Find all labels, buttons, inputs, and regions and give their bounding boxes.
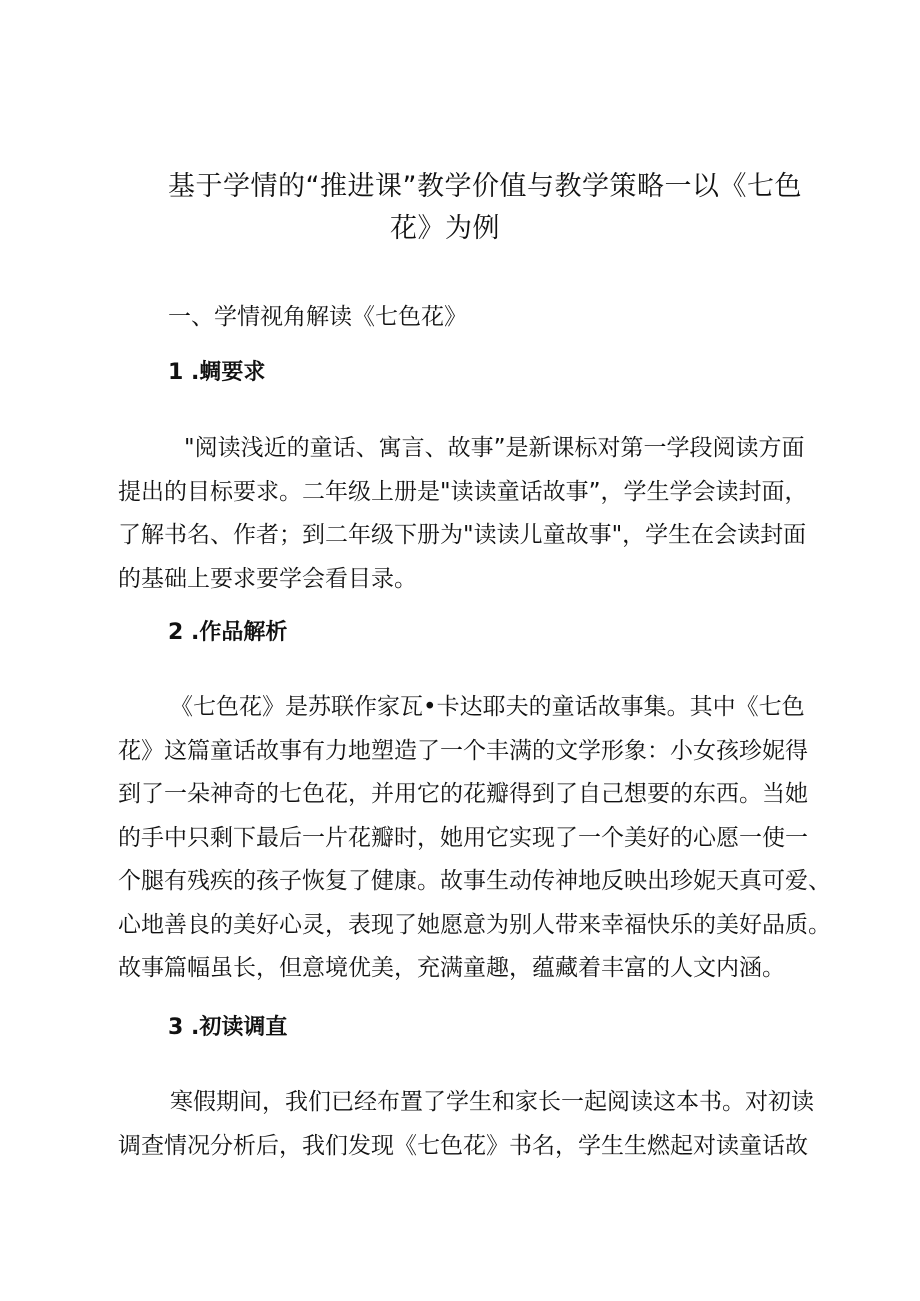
paragraph-line: 提出的目标要求。二年级上册是"读读童话故事”，学生学会读封面， [118, 478, 808, 505]
subheading-initial-survey: 3 .初读调直 [168, 1015, 288, 1040]
paragraph-line: 了解书名、作者；到二年级下册为"读读儿童故事"，学生在会读封面 [118, 522, 807, 548]
paragraph-line: 调查情况分析后，我们发现《七色花》书名，学生生燃起对读童话故 [118, 1132, 808, 1159]
paragraph-line: 到了一朵神奇的七色花，并用它的花瓣得到了自己想要的东西。当她 [118, 781, 808, 807]
paragraph-requirements [118, 427, 818, 601]
subheading-work-analysis: 2 .作品解析 [168, 620, 288, 645]
paragraph-line: "阅读浅近的童话、寓言、故事”是新课标对第一学段阅读方面 [184, 435, 805, 461]
paragraph-initial-survey [118, 1081, 818, 1168]
paragraph-work-analysis [118, 686, 831, 991]
subheading-requirements: 1 .蜩要求 [168, 360, 266, 385]
title-line-2: 花》为例 [390, 213, 500, 244]
paragraph-line: 花》这篇童话故事有力地塑造了一个丰满的文学形象：小女孩珍妮得 [118, 737, 808, 764]
paragraph-line: 心地善良的美好心灵，表现了她愿意为别人带来幸福快乐的美好品质。 [118, 911, 831, 938]
paragraph-line: 的手中只剩下最后一片花瓣时，她用它实现了一个美好的心愿一使一 [118, 824, 808, 851]
paragraph-line: 寒假期间，我们已经布置了学生和家长一起阅读这本书。对初读 [170, 1089, 814, 1115]
paragraph-line: 个腿有残疾的孩子恢复了健康。故事生动传神地反映出珍妮天真可爱、 [118, 868, 831, 894]
title-line-1: 基于学情的“推进课”教学价值与教学策略一以《七色 [168, 171, 802, 202]
paragraph-line: 《七色花》是苏联作家瓦•卡达耶夫的童话故事集。其中《七色 [170, 694, 805, 720]
paragraph-line: 的基础上要求要学会看目录。 [118, 565, 417, 592]
section-heading: 一、学情视角解读《七色花》 [168, 304, 467, 330]
document-title [168, 166, 818, 250]
paragraph-line: 故事篇幅虽长，但意境优美，充满童趣，蕴藏着丰富的人文内涵。 [118, 955, 785, 981]
